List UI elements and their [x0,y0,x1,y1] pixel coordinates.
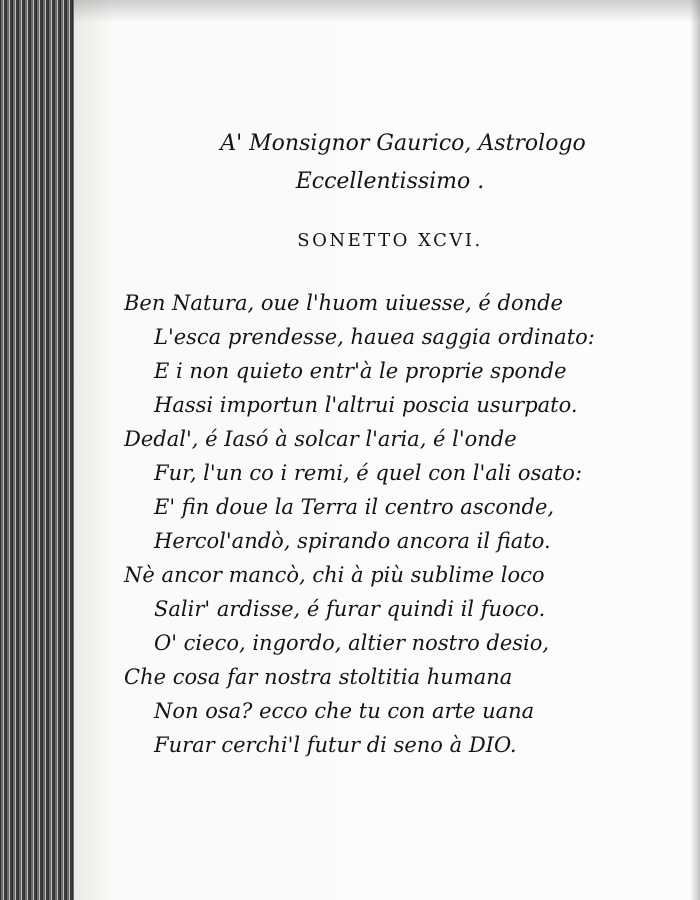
verse-line: Che cosa far nostra stoltitia humana [124,665,513,689]
verse-line: O' cieco, ingordo, altier nostro desio, [154,631,550,655]
sonnet-verse [124,286,684,762]
verse-line: E i non quieto entr'à le proprie sponde [154,359,567,383]
book-page-edges [0,0,74,900]
verse-line: Ben Natura, oue l'huom uiuesse, é donde [124,291,563,315]
right-shadow [690,0,700,900]
verse-line: Hassi importun l'altrui poscia usurpato. [154,393,578,417]
sonnet-title: SONETTO XCVI. [297,230,483,251]
verse-line: Dedal', é Iasó à solcar l'aria, é l'onde [124,427,517,451]
verse-line: Nè ancor mancò, chi à più sublime loco [124,563,545,587]
verse-line: Fur, l'un co i remi, é quel con l'ali osato: [154,461,583,485]
dedication-line-2: Eccellentissimo . [295,169,485,194]
verse-line: Salir' ardisse, é furar quindi il fuoco. [154,597,546,621]
dedication-line-1: A' Monsignor Gaurico, Astrologo [220,131,586,156]
dedication-heading [160,125,620,201]
verse-line: E' fin doue la Terra il centro asconde, [154,495,555,519]
verse-line: Furar cerchi'l futur di seno à DIO. [154,733,517,757]
verse-line: Non osa? ecco che tu con arte uana [154,699,535,723]
verse-line: L'esca prendesse, hauea saggia ordinato: [154,325,595,349]
verse-line: Hercol'andò, spirando ancora il fiato. [154,529,551,553]
top-shadow [74,0,700,22]
